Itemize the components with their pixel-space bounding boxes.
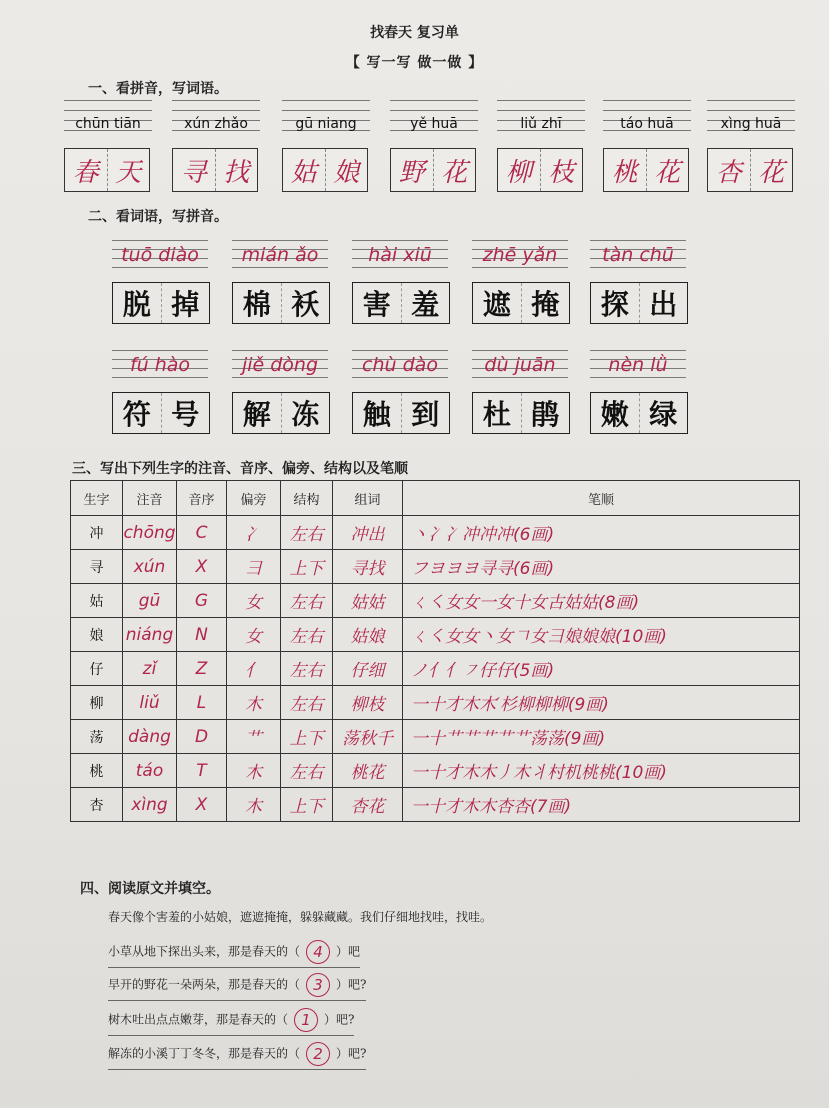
table-cell-answer: ㄑ㇛女女丶女𠃍女彐娘娘娘(10画) <box>403 618 800 652</box>
table-cell-answer: 女 <box>227 584 281 618</box>
column-header: 笔顺 <box>403 481 800 516</box>
table-cell-answer: 左右 <box>281 754 333 788</box>
word-char: 遮 <box>473 283 522 323</box>
circled-answer: 4 <box>306 940 330 964</box>
column-header: 结构 <box>281 481 333 516</box>
table-cell-character: 冲 <box>71 516 123 550</box>
table-cell-character: 仔 <box>71 652 123 686</box>
word-box <box>352 282 450 324</box>
table-row <box>71 516 800 550</box>
answer-char: 天 <box>115 157 142 188</box>
word-box <box>232 392 330 434</box>
word-char: 羞 <box>411 288 440 321</box>
word-box <box>590 392 688 434</box>
word-box <box>472 282 570 324</box>
word-char: 鹃 <box>531 398 560 431</box>
table-cell-answer: 一十才木木′杉柳柳柳(9画) <box>403 686 800 720</box>
word-char: 掩 <box>531 288 560 321</box>
word-box <box>112 392 210 434</box>
table-cell-answer: chōng <box>123 516 177 550</box>
table-row <box>71 652 800 686</box>
s2-word-item <box>352 350 448 431</box>
answer-char: 枝 <box>548 157 575 188</box>
word-box <box>472 392 570 434</box>
answer-pinyin: jiě dòng <box>241 354 319 376</box>
table-body <box>71 516 800 822</box>
answer-pinyin: mián ǎo <box>241 244 319 266</box>
table-cell-answer: 左右 <box>281 618 333 652</box>
table-row <box>71 788 800 822</box>
pinyin-text: yě huā <box>410 116 458 132</box>
answer-pinyin: nèn lǜ <box>608 354 668 376</box>
s2-word-item <box>112 240 208 321</box>
word-char: 掉 <box>171 288 200 321</box>
table-cell-answer: ノ亻亻㇇仔仔(5画) <box>403 652 800 686</box>
word-char: 脱 <box>113 283 162 323</box>
answer-char: 姑 <box>283 149 326 191</box>
line-text-end: ）吧? <box>336 1046 367 1061</box>
line-text: 早开的野花一朵两朵，那是春天的（ <box>108 977 301 992</box>
answer-char: 娘 <box>333 157 360 188</box>
character-table <box>70 480 800 822</box>
table-cell-answer: 上下 <box>281 550 333 584</box>
word-char: 杜 <box>473 393 522 433</box>
writing-box <box>282 148 368 192</box>
word-box <box>590 282 688 324</box>
answer-pinyin: chù dào <box>362 354 438 376</box>
table-cell-answer: 彐 <box>227 550 281 584</box>
table-cell-answer: niáng <box>123 618 177 652</box>
table-cell-answer: フヨヨヨ寻寻(6画) <box>403 550 800 584</box>
line-text: 树木吐出点点嫩芽，那是春天的（ <box>108 1012 289 1027</box>
table-cell-answer: zǐ <box>123 652 177 686</box>
table-cell-answer: dàng <box>123 720 177 754</box>
pinyin-text: táo huā <box>620 116 674 132</box>
word-char: 嫩 <box>591 393 640 433</box>
table-cell-answer: táo <box>123 754 177 788</box>
pinyin-text: chūn tiān <box>75 116 141 132</box>
table-cell-answer: X <box>177 550 227 584</box>
s2-word-item <box>352 240 448 321</box>
column-header: 偏旁 <box>227 481 281 516</box>
word-box <box>232 282 330 324</box>
word-char: 号 <box>171 398 200 431</box>
table-cell-answer: D <box>177 720 227 754</box>
table-row <box>71 550 800 584</box>
word-char: 符 <box>113 393 162 433</box>
table-cell-character: 杏 <box>71 788 123 822</box>
answer-char: 找 <box>223 157 250 188</box>
table-header-row <box>71 481 800 516</box>
table-row <box>71 584 800 618</box>
column-header: 组词 <box>333 481 403 516</box>
table-cell-answer: T <box>177 754 227 788</box>
table-cell-answer: 仔细 <box>333 652 403 686</box>
table-cell-answer: 亻 <box>227 652 281 686</box>
word-char: 到 <box>411 398 440 431</box>
section4-heading: 四、阅读原文并填空。 <box>80 881 220 897</box>
writing-box <box>64 148 150 192</box>
answer-pinyin: zhē yǎn <box>482 244 558 266</box>
answer-char: 桃 <box>604 149 647 191</box>
answer-char: 春 <box>65 149 108 191</box>
word-char: 棉 <box>233 283 282 323</box>
table-cell-answer: 左右 <box>281 686 333 720</box>
blank-line <box>108 973 366 1001</box>
table-cell-answer: xìng <box>123 788 177 822</box>
word-char: 害 <box>353 283 402 323</box>
s2-word-item <box>472 350 568 431</box>
pinyin-text: gū niang <box>295 116 357 132</box>
line-text: 解冻的小溪丁丁冬冬，那是春天的（ <box>108 1046 301 1061</box>
answer-char: 野 <box>391 149 434 191</box>
pinyin-text: xìng huā <box>720 116 782 132</box>
table-cell-answer: L <box>177 686 227 720</box>
line-text-end: ）吧? <box>336 977 367 992</box>
line-text-end: ）吧 <box>336 944 361 959</box>
table-cell-answer: 姑娘 <box>333 618 403 652</box>
answer-char: 花 <box>441 157 468 188</box>
table-cell-answer: 木 <box>227 754 281 788</box>
table-row <box>71 686 800 720</box>
writing-box <box>390 148 476 192</box>
table-cell-answer: G <box>177 584 227 618</box>
s2-word-item <box>590 240 686 321</box>
answer-pinyin: dù juān <box>484 354 556 376</box>
blank-line <box>108 1042 366 1070</box>
answer-char: 花 <box>758 157 785 188</box>
table-row <box>71 720 800 754</box>
section1-heading: 一、看拼音，写词语。 <box>88 81 228 97</box>
table-cell-answer: 上下 <box>281 788 333 822</box>
table-cell-character: 寻 <box>71 550 123 584</box>
circled-answer: 2 <box>306 1042 330 1066</box>
answer-char: 柳 <box>498 149 541 191</box>
table-cell-answer: 桃花 <box>333 754 403 788</box>
writing-box <box>172 148 258 192</box>
table-cell-answer: 一十艹艹艹艹艹荡荡(9画) <box>403 720 800 754</box>
table-cell-character: 荡 <box>71 720 123 754</box>
table-cell-answer: 冲出 <box>333 516 403 550</box>
circled-answer: 1 <box>294 1008 318 1032</box>
table-cell-answer: 女 <box>227 618 281 652</box>
table-cell-answer: 艹 <box>227 720 281 754</box>
writing-box <box>497 148 583 192</box>
word-char: 解 <box>233 393 282 433</box>
table-cell-character: 柳 <box>71 686 123 720</box>
table-cell-answer: N <box>177 618 227 652</box>
table-cell-answer: 木 <box>227 788 281 822</box>
section3-heading: 三、写出下列生字的注音、音序、偏旁、结构以及笔顺 <box>72 461 408 477</box>
circled-answer: 3 <box>306 973 330 997</box>
table-cell-answer: 冫 <box>227 516 281 550</box>
answer-char: 杏 <box>708 149 751 191</box>
table-cell-answer: gū <box>123 584 177 618</box>
table-cell-answer: 左右 <box>281 584 333 618</box>
word-box <box>352 392 450 434</box>
table-cell-answer: 一十才木木丿木丬村机桃桃(10画) <box>403 754 800 788</box>
word-char: 袄 <box>291 288 320 321</box>
writing-box <box>707 148 793 192</box>
table-cell-answer: 左右 <box>281 652 333 686</box>
blank-line <box>108 940 360 968</box>
page-title: 找春天 复习单 <box>370 25 459 41</box>
column-header: 注音 <box>123 481 177 516</box>
table-cell-answer: 荡秋千 <box>333 720 403 754</box>
table-cell-answer: X <box>177 788 227 822</box>
answer-pinyin: fú hào <box>129 354 191 376</box>
word-char: 探 <box>591 283 640 323</box>
word-box <box>112 282 210 324</box>
line-text: 小草从地下探出头来，那是春天的（ <box>108 944 301 959</box>
section2-heading: 二、看词语，写拼音。 <box>88 209 228 225</box>
table-cell-answer: C <box>177 516 227 550</box>
table-cell-answer: 杏花 <box>333 788 403 822</box>
table-cell-answer: 寻找 <box>333 550 403 584</box>
s2-word-item <box>472 240 568 321</box>
table-cell-character: 姑 <box>71 584 123 618</box>
table-cell-answer: xún <box>123 550 177 584</box>
table-cell-answer: 柳枝 <box>333 686 403 720</box>
s2-word-item <box>590 350 686 431</box>
blank-line <box>108 1008 354 1036</box>
table-cell-answer: Z <box>177 652 227 686</box>
answer-pinyin: tàn chū <box>602 244 674 266</box>
table-cell-answer: 左右 <box>281 516 333 550</box>
answer-char: 寻 <box>173 149 216 191</box>
answer-pinyin: hài xiū <box>368 244 432 266</box>
column-header: 音序 <box>177 481 227 516</box>
table-cell-character: 娘 <box>71 618 123 652</box>
s2-word-item <box>232 240 328 321</box>
table-cell-answer: 丶冫冫冲冲冲(6画) <box>403 516 800 550</box>
word-char: 出 <box>649 288 678 321</box>
word-char: 触 <box>353 393 402 433</box>
table-cell-answer: 木 <box>227 686 281 720</box>
word-char: 绿 <box>649 398 678 431</box>
table-row <box>71 618 800 652</box>
table-row <box>71 754 800 788</box>
table-cell-answer: ㄑ㇛女女一女十女古姑姑(8画) <box>403 584 800 618</box>
reading-passage: 春天像个害羞的小姑娘，遮遮掩掩，躲躲藏藏。我们仔细地找哇，找哇。 <box>108 910 493 924</box>
answer-char: 花 <box>654 157 681 188</box>
answer-pinyin: tuō diào <box>121 244 199 266</box>
line-text-end: ）吧? <box>324 1012 355 1027</box>
pinyin-text: xún zhǎo <box>184 116 248 132</box>
s2-word-item <box>112 350 208 431</box>
word-char: 冻 <box>291 398 320 431</box>
page-subtitle: 【 写一写 做一做 】 <box>345 55 484 71</box>
table-cell-answer: 一十才木木杏杏(7画) <box>403 788 800 822</box>
column-header: 生字 <box>71 481 123 516</box>
writing-box <box>603 148 689 192</box>
table-cell-answer: 上下 <box>281 720 333 754</box>
table-cell-answer: liǔ <box>123 686 177 720</box>
table-cell-character: 桃 <box>71 754 123 788</box>
pinyin-text: liǔ zhī <box>520 116 562 132</box>
s2-word-item <box>232 350 328 431</box>
table-cell-answer: 姑姑 <box>333 584 403 618</box>
